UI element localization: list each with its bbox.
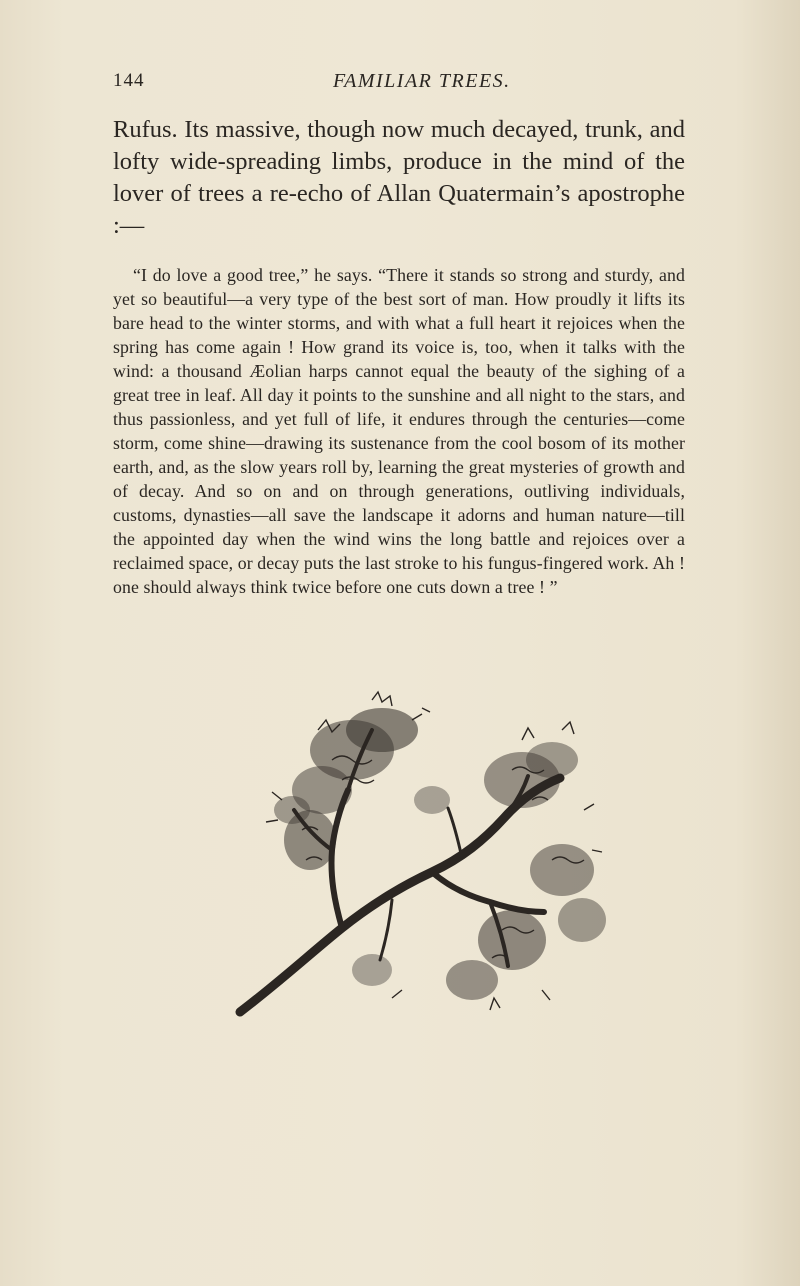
running-title: FAMILIAR TREES. <box>333 70 511 92</box>
quote-paragraph: “I do love a good tree,” he says. “There it stands so strong and sturdy, and yet so beautiful—a very type of the best sort of man. How proudly it lifts its bare head to the winter storms, and with what a full heart it rejoices when the spring has come again ! How grand its voice is, too, when it talks with the wind: a thousand Æolian harps cannot equal the beauty of the sighing of a great tree in leaf. All day it points to the sunshine and all night to the stars, and thus passionless, and yet full of life, it endures through the centuries—come storm, come shine—drawing its sustenance from the cool bosom of its mother earth, and, as the slow years roll by, learning the great mysteries of growth and of decay. And so on and on through generations, outliving individuals, customs, dynasties—all save the landscape it adorns and human nature—till the appointed day when the wind wins the long battle and rejoices over a reclaimed space, or decay puts the last stroke to his fungus-fingered work. Ah ! one should always think twice before one cuts down a tree ! ” <box>113 265 685 597</box>
lead-paragraph: Rufus. Its massive, though now much decayed, trunk, and lofty wide-spreading limbs, produce in the mind of the lover of trees a re-echo of Allan Quatermain’s apostrophe :— <box>113 116 685 239</box>
page-number: 144 <box>113 70 145 91</box>
branch-illustration <box>222 690 612 1020</box>
running-head <box>113 62 673 92</box>
branch-engraving-icon <box>222 690 612 1020</box>
